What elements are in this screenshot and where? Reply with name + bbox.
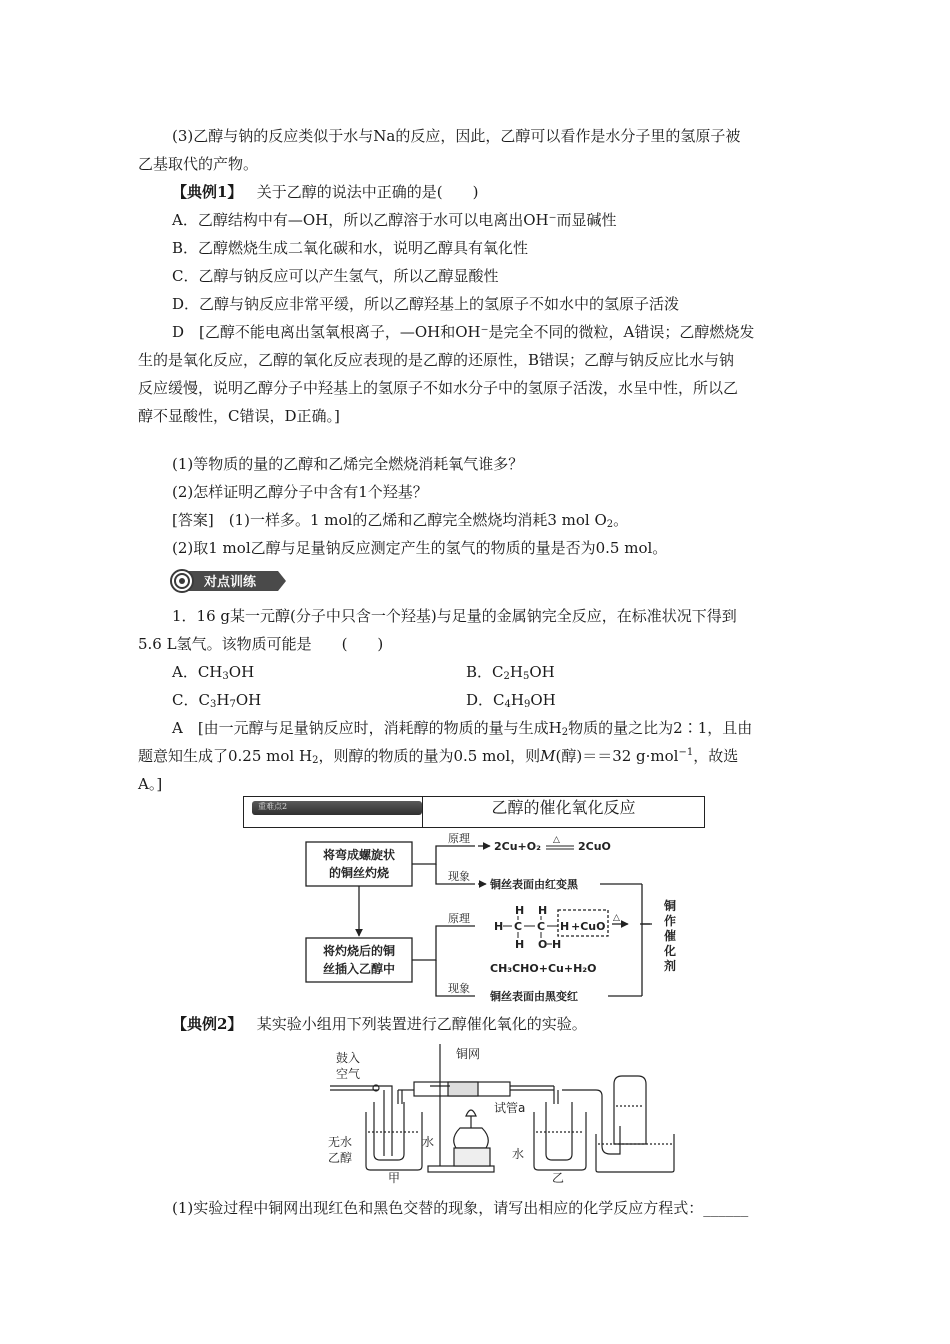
example1-answer-line4: 醇不显酸性，C错误，D正确。] — [138, 407, 340, 425]
problem1-option-d: D．$C_4H_9OH$ — [466, 691, 556, 710]
catalytic-oxidation-diagram — [290, 826, 710, 1006]
reaction-products: CH₃CHO+Cu+H₂O — [490, 962, 597, 975]
answer-1: [答案] (1)一样多。1 mol的乙烯和乙醇完全燃烧均消耗3 mol $O_2$。 — [172, 511, 629, 530]
practice-banner-label: 对点训练 — [204, 575, 257, 590]
svg-text:H: H — [538, 904, 548, 917]
svg-text:H: H — [494, 920, 504, 933]
svg-text:C: C — [537, 920, 546, 933]
test-tube-a — [546, 1102, 572, 1160]
question-1: (1)等物质的量的乙醇和乙烯完全燃烧消耗氧气谁多？ — [172, 455, 524, 473]
beaker-yi — [534, 1112, 586, 1170]
copper-mesh-label: 铜网 — [456, 1047, 481, 1061]
svg-text:作: 作 — [663, 914, 677, 928]
svg-text:催: 催 — [663, 929, 677, 943]
test-tube-jia — [374, 1102, 404, 1160]
example1-tag: 【典例1】 — [172, 183, 243, 201]
jia-label: 甲 — [388, 1171, 401, 1184]
example2 — [172, 1014, 587, 1034]
example1-answer-line1: D [乙醇不能电离出氢氧根离子，—OH和OH⁻是完全不同的微粒，A错误；乙醇燃烧发 — [172, 323, 755, 341]
principle-label-2: 原理 — [448, 912, 470, 925]
heat-symbol-1: △ — [553, 835, 560, 845]
principle-label-1: 原理 — [448, 832, 470, 845]
water-label-2: 水 — [512, 1147, 525, 1161]
para3-line1: (3)乙醇与钠的反应类似于水与Na的反应，因此，乙醇可以看作是水分子里的氢原子被 — [172, 127, 741, 145]
example1-answer-line2: 生的是氧化反应，乙醇的氧化反应表现的是乙醇的还原性，B错误；乙醇与钠反应比水与钠 — [138, 351, 735, 369]
svg-text:H: H — [515, 904, 525, 917]
example1-option-a: A．乙醇结构中有—OH，所以乙醇溶于水可以电离出OH⁻而显碱性 — [172, 211, 617, 229]
phenomenon-label-1: 现象 — [448, 870, 470, 883]
problem1-answer-line1: A [由一元醇与足量钠反应时，消耗醇的物质的量与生成$H_2$物质的量之比为2∶1，且由 — [172, 719, 753, 738]
heat-symbol-2: △ — [613, 913, 620, 923]
svg-text:C: C — [514, 920, 523, 933]
air-label-2: 空气 — [336, 1067, 361, 1081]
cuo-reactant: +CuO — [571, 920, 606, 933]
alcohol-lamp — [454, 1128, 489, 1148]
problem1-answer-line2: 题意知生成了0.25 mol $H_2$，则醇的物质的量为0.5 mol，则M(醇)＝＝32 g·mol$^{-1}$，故选 — [138, 747, 739, 766]
example1-option-c: C．乙醇与钠反应可以产生氢气，所以乙醇显酸性 — [172, 267, 499, 285]
last-question: (1)实验过程中铜网出现红色和黑色交替的现象，请写出相应的化学反应方程式：______ — [172, 1199, 749, 1217]
section-tag: 重难点2 — [252, 801, 422, 815]
svg-text:H: H — [552, 938, 562, 951]
section-title: 乙醇的催化氧化反应 — [422, 797, 704, 827]
example2-tag: 【典例2】 — [172, 1015, 243, 1033]
svg-text:H: H — [560, 920, 570, 933]
practice-banner — [170, 569, 288, 593]
phenomenon-label-2: 现象 — [448, 982, 470, 995]
gas-collection-bottle — [614, 1076, 646, 1144]
flow-box-burn-line1: 将弯成螺旋状 — [322, 848, 396, 862]
copper-mesh — [448, 1082, 478, 1096]
problem1-option-b: B．$C_2H_5OH$ — [466, 663, 555, 682]
example2-text: 某实验小组用下列装置进行乙醇催化氧化的实验。 — [256, 1015, 587, 1033]
example1-question — [172, 182, 478, 202]
example1-option-d: D．乙醇与钠反应非常平缓，所以乙醇羟基上的氢原子不如水中的氢原子活泼 — [172, 295, 680, 313]
problem1-line2: 5.6 L氢气。该物质可能是 ( ) — [138, 635, 384, 653]
water-trough — [596, 1134, 674, 1172]
observation-black-to-red: 铜丝表面由黑变红 — [490, 990, 578, 1003]
equation-product: 2CuO — [578, 840, 611, 853]
ethanol-label-1: 无水 — [328, 1135, 353, 1149]
svg-text:剂: 剂 — [663, 959, 677, 973]
svg-text:铜: 铜 — [663, 899, 677, 913]
air-label-1: 鼓入 — [336, 1051, 361, 1065]
question-2: (2)怎样证明乙醇分子中含有1个羟基？ — [172, 483, 428, 501]
problem1-answer-line3: A。] — [138, 775, 163, 793]
water-label-1: 水 — [422, 1135, 435, 1149]
answer-2: (2)取1 mol乙醇与足量钠反应测定产生的氢气的物质的量是否为0.5 mol。 — [172, 539, 668, 557]
problem1-option-a: A．$CH_3OH$ — [172, 663, 255, 682]
example1-option-b: B．乙醇燃烧生成二氧化碳和水，说明乙醇具有氧化性 — [172, 239, 529, 257]
flow-box-insert-line1: 将灼烧后的铜 — [322, 944, 396, 958]
section-header — [243, 796, 705, 828]
test-tube-a-label: 试管a — [494, 1101, 526, 1115]
ethanol-label-2: 乙醇 — [328, 1151, 353, 1165]
problem1-option-c: C．$C_3H_7OH$ — [172, 691, 262, 710]
svg-text:化: 化 — [663, 944, 677, 958]
svg-text:H: H — [515, 938, 525, 951]
equation-oxidize: 2Cu+O₂ — [494, 840, 541, 853]
para3-line2: 乙基取代的产物。 — [138, 155, 259, 173]
svg-text:O: O — [538, 938, 548, 951]
apparatus-diagram — [300, 1044, 690, 1184]
problem1-line1: 1．16 g某一元醇(分子中只含一个羟基)与足量的金属钠完全反应，在标准状况下得到 — [172, 607, 737, 625]
yi-label: 乙 — [552, 1171, 565, 1184]
catalyst-label — [663, 898, 676, 973]
observation-red-to-black: 铜丝表面由红变黑 — [490, 878, 578, 891]
example1-answer-line3: 反应缓慢，说明乙醇分子中羟基上的氢原子不如水分子中的氢原子活泼，水呈中性，所以乙 — [138, 379, 739, 397]
example1-text: 关于乙醇的说法中正确的是( ) — [256, 183, 479, 201]
flow-box-insert-line2: 丝插入乙醇中 — [322, 962, 396, 976]
flow-box-burn-line2: 的铜丝灼烧 — [328, 866, 390, 880]
